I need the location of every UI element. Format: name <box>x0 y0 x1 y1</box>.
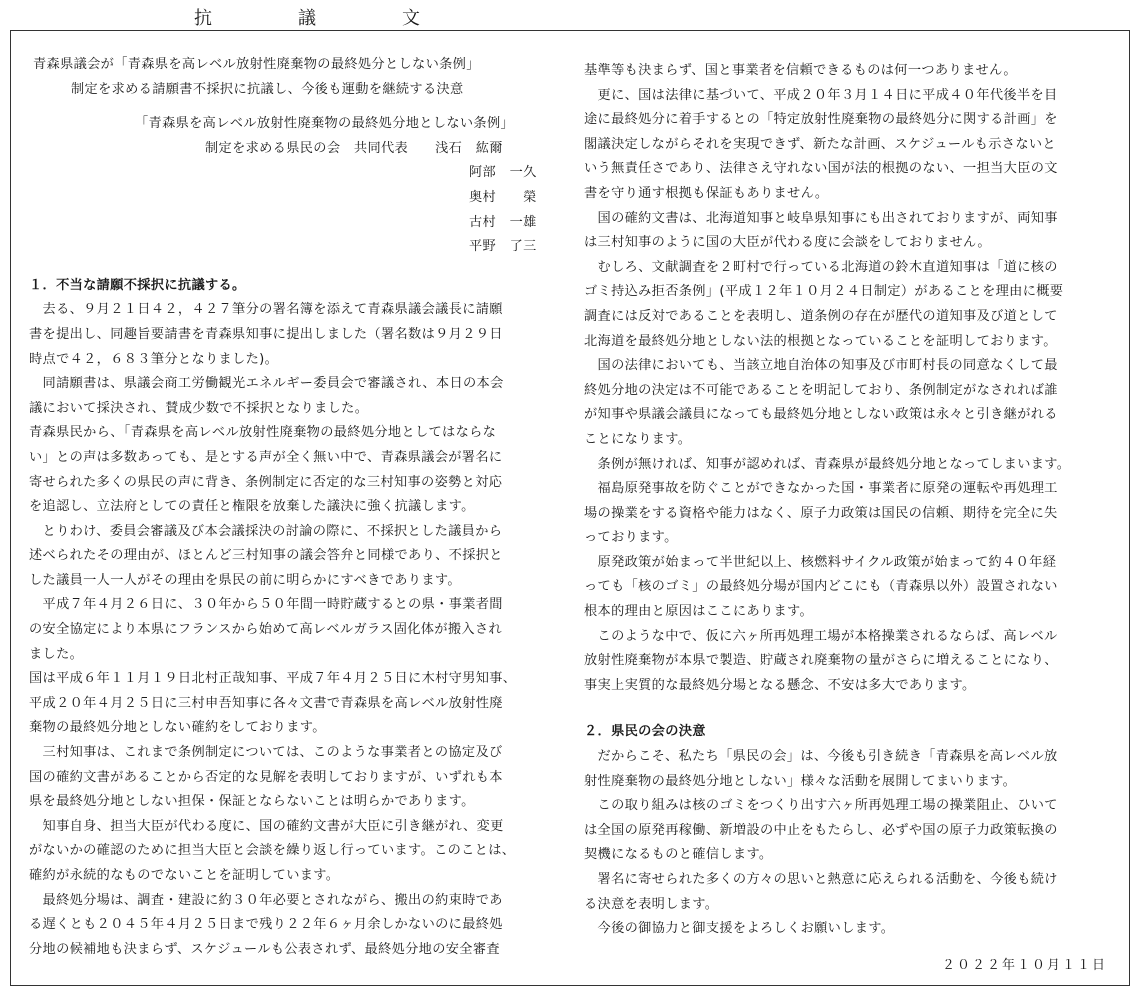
body-line: る決意を表明します。 <box>584 896 719 912</box>
body-line: 契機になるものと確信します。 <box>584 847 773 863</box>
body-line: いう無責任さであり、法律さえ守れない国が法的根拠のない、一担当大臣の文 <box>584 161 1058 177</box>
body-line: を追認し、立法府としての責任と権限を放棄した議決に強く抗議します。 <box>29 499 475 515</box>
body-line: 北海道を最終処分地としない法的根拠となっていることを証明しております。 <box>584 333 1057 349</box>
body-line: 棄物の最終処分地としない確約をしております。 <box>29 720 326 736</box>
body-line: 知事自身、担当大臣が代わる度に、国の確約文書が大臣に引き継がれ、変更 <box>29 818 504 834</box>
body-line: 同請願書は、県議会商工労働観光エネルギー委員会で審議され、本日の本会 <box>29 376 504 392</box>
body-line: は三村知事のように国の大臣が代わる度に会談をしておりません。 <box>584 235 991 251</box>
body-line: 平成７年４月２６日に、３０年から５０年間一時貯蔵するとの県・事業者間 <box>29 597 503 613</box>
representative-name: 平野 了三 <box>469 239 537 255</box>
body-line: 三村知事は、これまで条例制定については、このような事業者との協定及び <box>29 745 503 761</box>
body-line: 最終処分場は、調査・建設に約３０年必要とされながら、搬出の約束時であ <box>29 892 503 908</box>
body-line: むしろ、文献調査を２町村で行っている北海道の鈴木直道知事は「道に核の <box>584 259 1058 275</box>
section-1-body <box>29 298 569 962</box>
body-line: 更に、国は法律に基づいて、平成２０年３月１４日に平成４０年代後半を目 <box>584 87 1058 103</box>
body-line: の安全協定により本県にフランスから始めて高レベルガラス固化体が搬入され <box>29 622 503 638</box>
section-1-heading: １．不当な請願不採択に抗議する。 <box>29 277 246 293</box>
body-line: は全国の原発再稼働、新増設の中止をもたらし、必ずや国の原子力政策転換の <box>584 822 1058 838</box>
resolution-title <box>29 53 569 102</box>
resolution-title-line: 制定を求める請願書不採択に抗議し、今後も運動を継続する決意 <box>71 81 464 97</box>
body-line: 福島原発事故を防ぐことができなかった国・事業者に原発の運転や再処理工 <box>584 481 1058 497</box>
organization-block <box>29 112 569 260</box>
document-frame <box>10 30 1130 986</box>
right-body <box>584 59 1119 698</box>
body-line: このような中で、仮に六ヶ所再処理工場が本格操業されるならば、高レベル <box>584 628 1058 644</box>
body-line: っております。 <box>584 530 678 546</box>
body-line: 時点で４２，６８３筆分となりました)。 <box>29 351 279 367</box>
section-2-body <box>584 745 1119 942</box>
body-line: この取り組みは核のゴミをつくり出す六ヶ所再処理工場の操業阻止、ひいて <box>584 798 1058 814</box>
body-line: 述べられたその理由が、ほとんど三村知事の議会答弁と同様であり、不採択と <box>29 548 503 564</box>
resolution-title-line: 青森県議会が「青森県を高レベル放射性廃棄物の最終処分としない条例」 <box>33 57 480 72</box>
body-line: 条例が無ければ、知事が認めれば、青森県が最終処分地となってしまいます。 <box>584 456 1071 472</box>
body-line: 事実上実質的な最終処分場となる懸念、不安は多大であります。 <box>584 677 976 693</box>
representative-name: 古村 一雄 <box>469 214 537 230</box>
body-line: した議員一人一人がその理由を県民の前に明らかにすべきであります。 <box>29 572 461 588</box>
body-line: 国の確約文書があることから否定的な見解を表明しておりますが、いずれも本 <box>29 769 503 785</box>
body-line: 閣議決定しながらそれを実現できず、新たな計画、スケジュールも示さないと <box>584 136 1056 152</box>
body-line: 調査には反対であることを表明し、道条例の存在が歴代の道知事及び道として <box>584 308 1058 324</box>
section-2-heading: ２．県民の会の決意 <box>584 724 706 740</box>
body-line: だからこそ、私たち「県民の会」は、今後も引き続き「青森県を高レベル放 <box>584 749 1058 765</box>
organization-name: 「青森県を高レベル放射性廃棄物の最終処分地としない条例」 <box>135 116 515 132</box>
body-line: が知事や県議会議員になっても最終処分地としない政策は永々と引き継がれる <box>584 407 1058 423</box>
right-column <box>584 59 1119 942</box>
body-line: 署名に寄せられた多くの方々の思いと熱意に応えられる活動を、今後も続け <box>584 872 1058 887</box>
representative-name: 阿部 一久 <box>469 165 537 181</box>
body-line: 原発政策が始まって半世紀以上、核燃料サイクル政策が始まって約４０年経 <box>584 554 1057 570</box>
body-line: 終処分地の決定は不可能であることを明記しており、条例制定がなされれば誰 <box>584 382 1058 398</box>
body-line: 根本的理由と原因はここにあります。 <box>584 604 814 620</box>
body-line: 射性廃棄物の最終処分地としない」様々な活動を展開してまいります。 <box>584 773 1017 789</box>
body-line: い」との声は多数あっても、是とする声が全く無い中で、青森県議会が署名に <box>29 449 503 465</box>
body-line: 国の確約文書は、北海道知事と岐阜県知事にも出されておりますが、両知事 <box>584 210 1058 226</box>
body-line: 書を守り通す根拠も保証もありません。 <box>584 185 829 201</box>
body-line: る遅くとも２０４５年４月２５日まで残り２２年６ヶ月余しかないのに最終処 <box>29 917 503 933</box>
body-line: 国は平成６年１１月１９日北村正哉知事、平成７年４月２５日に木村守男知事、 <box>29 671 517 687</box>
body-line: 平成２０年４月２５日に三村申吾知事に各々文書で青森県を高レベル放射性廃 <box>29 695 503 711</box>
body-line: 議において採決され、賛成少数で不採択となりました。 <box>29 400 369 416</box>
body-line: 放射性廃棄物が本県で製造、貯蔵され廃棄物の量がさらに増えることになり、 <box>584 653 1058 669</box>
body-line: 去る、９月２１日４２，４２７筆分の署名簿を添えて青森県議会議長に請願 <box>29 302 503 318</box>
body-line: ゴミ持込み拒否条例」(平成１２年１０月２４日制定）があることを理由に概要 <box>584 284 1064 300</box>
body-line: 基準等も決まらず、国と事業者を信頼できるものは何一つありません。 <box>584 63 1017 78</box>
organization-representative: 制定を求める県民の会 共同代表 浅石 紘爾 <box>205 140 503 156</box>
body-line: 途に最終処分に着手するとの「特定放射性廃棄物の最終処分に関する計画」を <box>584 112 1058 128</box>
body-line: とりわけ、委員会審議及び本会議採決の討論の際に、不採択とした議員から <box>29 523 503 539</box>
document-date: ２０２２年１０月１１日 <box>941 958 1107 973</box>
body-line: 書を提出し、同趣旨要請書を青森県知事に提出しました（署名数は９月２９日 <box>29 326 503 342</box>
body-line: 分地の候補地も決まらず、スケジュールも公表されず、最終処分地の安全審査 <box>29 941 500 957</box>
body-line: 場の操業をする資格や能力はなく、原子力政策は国民の信頼、期待を完全に失 <box>584 505 1058 521</box>
body-line: 寄せられた多くの県民の声に背き、条例制定に否定的な三村知事の姿勢と対応 <box>29 474 503 490</box>
left-column <box>29 53 569 962</box>
page-title: 抗 議 文 <box>194 8 454 29</box>
body-line: 青森県民から、「青森県を高レベル放射性廃棄物の最終処分地としてはならな <box>29 425 497 441</box>
body-line: がないかの確認のために担当大臣と会談を繰り返し行っています。このことは、 <box>29 843 516 859</box>
body-line: ことになります。 <box>584 431 692 447</box>
body-line: っても「核のゴミ」の最終処分場が国内どこにも（青森県以外）設置されない <box>584 579 1058 595</box>
body-line: 今後の御協力と御支援をよろしくお願いします。 <box>584 921 895 937</box>
body-line: 確約が永続的なものでないことを証明しています。 <box>29 868 340 883</box>
body-line: 国の法律においても、当該立地自治体の知事及び市町村長の同意なくして最 <box>584 358 1058 374</box>
body-line: 県を最終処分地としない担保・保証とならないことは明らかであります。 <box>29 794 475 810</box>
representative-name: 奥村 榮 <box>469 189 537 205</box>
body-line: ました。 <box>29 646 84 662</box>
